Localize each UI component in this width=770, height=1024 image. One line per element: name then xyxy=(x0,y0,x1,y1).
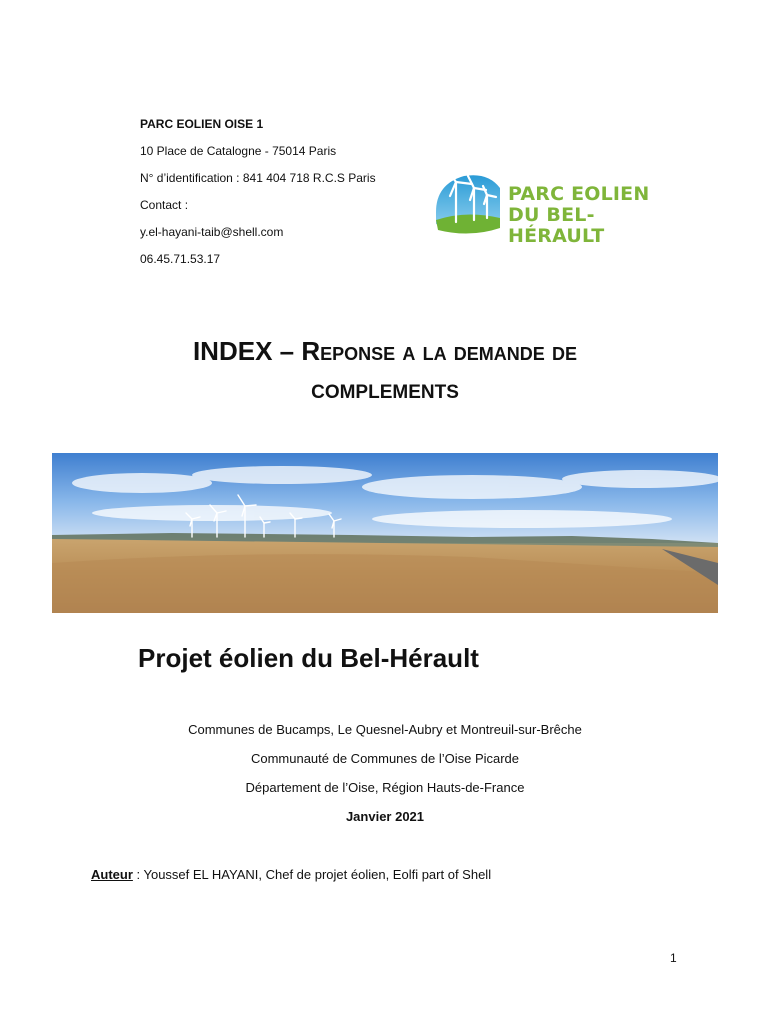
photo-illustration xyxy=(52,453,718,613)
index-title-line1 xyxy=(100,334,670,368)
author-line xyxy=(91,866,491,884)
logo-text-line1: PARC EOLIEN xyxy=(508,183,650,205)
index-title xyxy=(100,334,670,406)
project-communes: Communes de Bucamps, Le Quesnel-Aubry et Montreuil-sur-Brêche xyxy=(188,722,582,737)
index-title-line2: COMPLEMENTS xyxy=(311,382,459,403)
author-label: Auteur xyxy=(91,867,133,882)
logo-text xyxy=(508,184,680,247)
logo-text-line2: DU BEL-HÉRAULT xyxy=(508,204,605,247)
project-communaute: Communauté de Communes de l’Oise Picarde xyxy=(250,751,520,766)
page-number: 1 xyxy=(670,951,677,965)
project-date: Janvier 2021 xyxy=(345,809,425,824)
company-address: 10 Place de Catalogne - 75014 Paris xyxy=(140,144,337,158)
author-text: : Youssef EL HAYANI, Chef de projet éolien, Eolfi part of Shell xyxy=(132,867,492,882)
company-name: PARC EOLIEN OISE 1 xyxy=(140,117,264,131)
header-address-block xyxy=(140,116,390,278)
company-identification: N° d’identification : 841 404 718 R.C.S Paris xyxy=(140,171,376,185)
contact-label: Contact : xyxy=(140,198,189,212)
wind-farm-field-photo xyxy=(52,453,718,613)
parc-eolien-logo xyxy=(430,162,680,247)
index-title-prefix: INDEX – xyxy=(192,336,302,366)
project-departement: Département de l’Oise, Région Hauts-de-France xyxy=(245,780,525,795)
contact-email: y.el-hayani-taib@shell.com xyxy=(140,225,284,239)
contact-phone: 06.45.71.53.17 xyxy=(140,252,221,266)
project-title: Projet éolien du Bel-Hérault xyxy=(138,643,479,673)
wind-turbines-logo-icon xyxy=(430,162,510,242)
index-title-rest: Reponse a la demande de xyxy=(301,336,578,366)
